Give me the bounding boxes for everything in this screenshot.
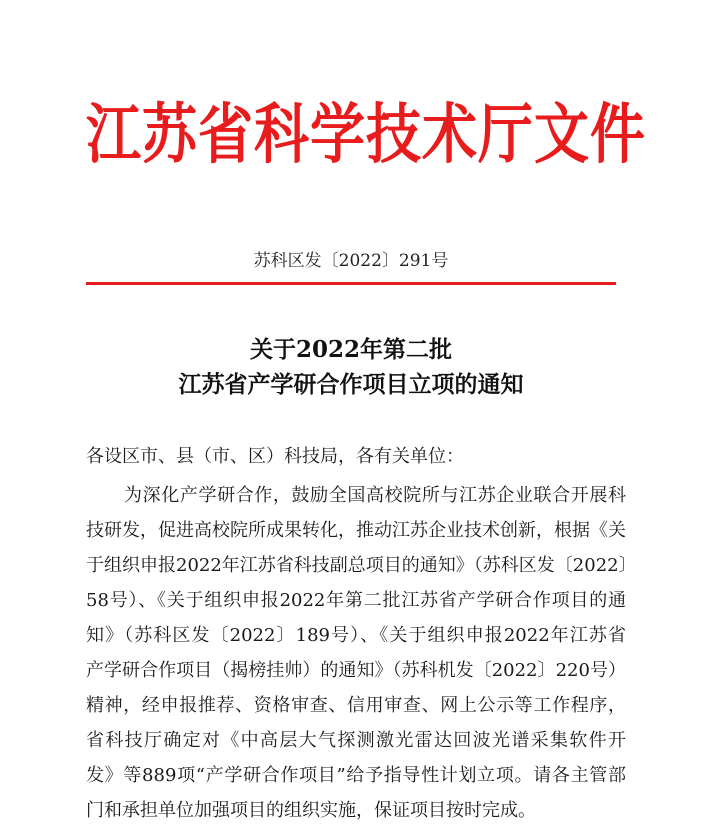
document-number: 苏科区发〔2022〕291号: [253, 251, 449, 271]
body-line: 发》等889项“产学研合作项目”给予指导性计划立项。请各主管部: [86, 765, 626, 786]
body-line: 省科技厅确定对《中高层大气探测激光雷达回波光谱采集软件开: [86, 730, 626, 751]
document-title-line-1: 关于2022年第二批: [249, 336, 452, 363]
document-title: [86, 332, 616, 402]
letterhead-title: 江苏省科学技术厅文件: [86, 95, 647, 172]
red-divider-line: [86, 282, 616, 285]
body-line: 产学研合作项目（揭榜挂帅）的通知》（苏科机发〔2022〕220号）: [86, 660, 626, 681]
body-line: 门和承担单位加强项目的组织实施，保证项目按时完成。: [86, 800, 536, 821]
document-title-line-2: 江苏省产学研合作项目立项的通知: [178, 371, 524, 398]
body-line: 于组织申报2022年江苏省科技副总项目的通知》（苏科区发〔2022〕: [86, 555, 637, 576]
salutation: 各设区市、县（市、区）科技局，各有关单位：: [86, 446, 464, 467]
body-line: 为深化产学研合作，鼓励全国高校院所与江苏企业联合开展科: [124, 485, 626, 506]
body-line: 知》（苏科区发〔2022〕189号）、《关于组织申报2022年江苏省: [86, 625, 626, 646]
body-line: 技研发，促进高校院所成果转化，推动江苏企业技术创新，根据《关: [86, 520, 626, 541]
body-text: [86, 478, 637, 828]
body-line: 精神，经申报推荐、资格审查、信用审查、网上公示等工作程序，: [86, 695, 626, 716]
body-line: 58号）、《关于组织申报2022年第二批江苏省产学研合作项目的通: [86, 590, 626, 611]
